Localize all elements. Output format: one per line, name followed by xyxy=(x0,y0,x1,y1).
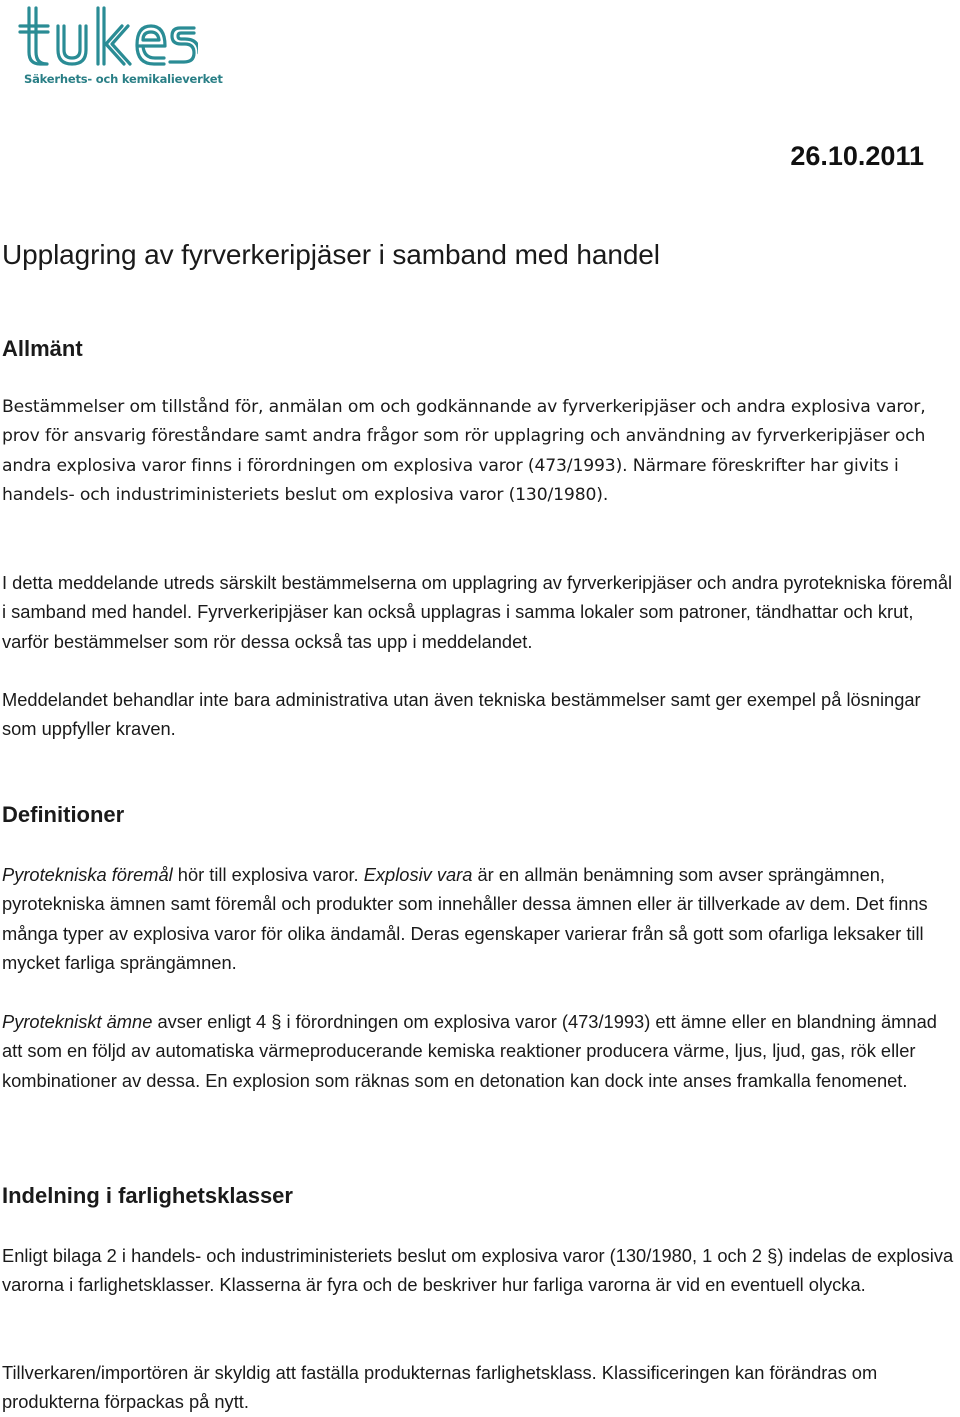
definition-text-1b: är en allmän benämning som avser sprängämnen, pyrotekniska ämnen samt föremål och produkter som innehåller dessa ämnen eller är tillverkade av dem. Det finns många typer av explosiva varor för olika ändamål. Deras egenskaper varierar från så gott som ofarliga leksaker till mycket farliga sprängämnen. xyxy=(2,864,928,973)
term-pyrotekniskt-amne: Pyrotekniskt ämne xyxy=(2,1011,153,1032)
tukes-wordmark-logo xyxy=(18,4,198,70)
definition-text-2: avser enligt 4 § i förordningen om explosiva varor (473/1993) ett ämne eller en blandning ämnad att som en följd av automatiska värmeproducerande kemiska reaktioner producera värme, ljus, ljud, gas, rök eller kombinationer av dessa. En explosion som räknas som en detonation kan dock inte anses framkalla fenomenet. xyxy=(2,1011,937,1091)
paragraph-indelning-1: Enligt bilaga 2 i handels- och industriministeriets beslut om explosiva varor (130/1980, 1 och 2 §) indelas de explosiva varorna i farlighetsklasser. Klasserna är fyra och de beskriver hur farliga varorna är vid en eventuell olycka. xyxy=(2,1245,954,1296)
page-title: Upplagring av fyrverkeripjäser i samband med handel xyxy=(2,239,660,270)
section-heading-indelning: Indelning i farlighetsklasser xyxy=(2,1183,293,1208)
section-heading-definitioner: Definitioner xyxy=(2,802,125,827)
paragraph-allmant-1: Bestämmelser om tillstånd för, anmälan om och godkännande av fyrverkeripjäser och andra explosiva varor, prov för ansvarig föreståndare samt andra frågor som rör upplagring och användning av fyrverkeripjäser och andra explosiva varor finns i förordningen om explosiva varor (473/1993). Närmare föreskrifter har givits i handels- och industriministeriets beslut om explosiva varor (130/1980). xyxy=(2,397,926,505)
term-pyrotekniska-foremal: Pyrotekniska föremål xyxy=(2,864,173,885)
logo-tagline: Säkerhets- och kemikalieverket xyxy=(24,72,223,86)
paragraph-allmant-2: I detta meddelande utreds särskilt bestämmelserna om upplagring av fyrverkeripjäser och andra pyrotekniska föremål i samband med handel. Fyrverkeripjäser kan också upplagras i samma lokaler som patroner, tändhattar och krut, varför bestämmelser som rör dessa också tas upp i meddelandet. xyxy=(2,572,953,652)
paragraph-indelning-2: Tillverkaren/importören är skyldig att faställa produkternas farlighetsklass. Klassificeringen kan förändras om produkterna förpackas på nytt. xyxy=(2,1362,878,1413)
term-explosiv-vara: Explosiv vara xyxy=(363,864,473,885)
section-heading-allmant: Allmänt xyxy=(2,336,83,361)
tukes-logo xyxy=(18,4,223,88)
paragraph-allmant-3: Meddelandet behandlar inte bara administrativa utan även tekniska bestämmelser samt ger exempel på lösningar som uppfyller kraven. xyxy=(2,689,921,740)
paragraph-definitioner-1 xyxy=(2,860,960,977)
document-date: 26.10.2011 xyxy=(790,141,924,171)
paragraph-definitioner-2 xyxy=(2,1007,960,1095)
definition-text-1a: hör till explosiva varor. xyxy=(172,864,364,885)
